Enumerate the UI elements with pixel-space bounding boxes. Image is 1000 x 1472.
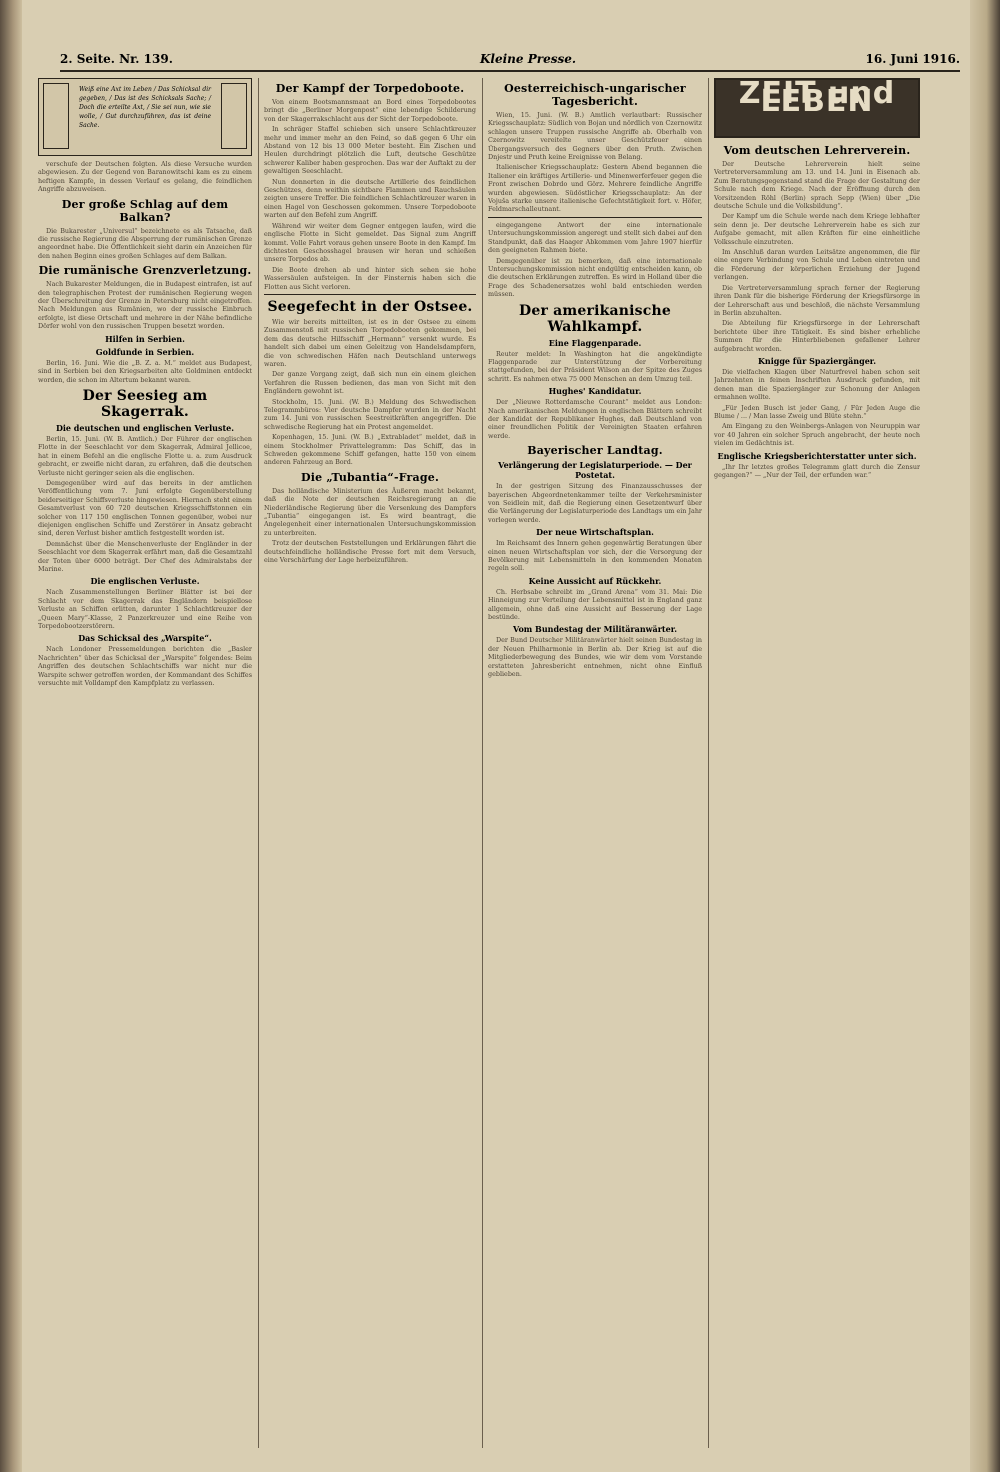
headline-wahlkampf: Der amerikanische Wahlkampf. [519, 302, 671, 335]
section-masthead-title: ZEIT und LEBEN [738, 78, 896, 120]
page-number: 2. Seite. Nr. 139. [60, 52, 173, 66]
page-header [60, 52, 960, 72]
body-text: Der Bund Deutscher Militäranwärter hielt seinen Bundestag in der Neuen Philharmonie in Berlin ab. Der Krieg ist auf die Mitgliederbewegung des Bundes, wie wir dem vom Vorstande erstatteten Jahresbericht entnehmen, nicht ohne Einfluß geblieben. [488, 636, 702, 679]
body-text: Wien, 15. Juni. (W. B.) Amtlich verlautbart: Russischer Kriegsschauplatz: Südlich von Bojan und nördlich von Czernowitz schlagen unsere Truppen russische Angriffe ab. Oberhalb von Czernowitz vereitelte unser Geschützfeuer einen Übergangsversuch des Gegners über den Pruth. Zwischen Dnjestr und Pruth keine Ereignisse von Belang. [488, 111, 702, 162]
body-text: eingegangene Antwort der eine internationale Untersuchungskommission angeregt und stellt sich dabei auf den Standpunkt, daß das Haager Abkommen vom Jahre 1907 hierfür den geeigneten Rahmen biete. [488, 220, 702, 255]
body-text: Im Anschluß daran wurden Leitsätze angenommen, die für eine engere Verbindung von Schule und Leben eintreten und die Förderung der körperlichen Erziehung der Jugend verlangen. [714, 248, 920, 282]
column-4 [714, 78, 920, 1448]
body-text: Die vielfachen Klagen über Naturfrevel haben schon seit Jahrzehnten in feinen Inschriften Ausdruck gefunden, mit denen man die Spaziergänger zur Schonung der Anlagen ermahnen wollte. [714, 367, 920, 402]
headline-englische-verluste: Die englischen Verluste. [90, 576, 200, 587]
body-text: In schräger Staffel schieben sich unsere Schlachtkreuzer mehr und immer mehr an den Feind, so daß gegen 6 Uhr ein Abstand von 12 bis 13 000 Meter besteht. Ein Zischen und Heulen durchdringt plötzlich die Luft, deutsche Geschütze schwerer Kaliber haben gesprochen. Das war der Auftakt zu der gewaltigen Seeschlacht. [264, 125, 476, 176]
headline-warspite: Das Schicksal des „Warspite“. [78, 633, 212, 644]
poem-box [38, 78, 252, 156]
body-text: Berlin, 15. Juni. (W. B. Amtlich.) Der Führer der englischen Flotte in der Seeschlacht vor dem Skagerrak, Admiral Jellicoe, hat in einem Befehl an die englische Flotte u. a. zum Ausdruck gebracht, er zweifle nicht daran, zu erfahren, daß die deutschen Verluste nicht geringer seien als die englischen. [38, 434, 252, 477]
column-rule [258, 78, 259, 1448]
page-edge [970, 0, 1000, 1472]
headline-hilfen: Hilfen in Serbien. [105, 333, 185, 344]
body-text: Wie wir bereits mitteilten, ist es in der Ostsee zu einem Zusammenstoß mit russischen Torpedobooten gekommen, bei dem das deutsche Hilfsschiff „Hermann“ versenkt wurde. Es handelt sich dabei um einen Geleitzug von Handelsdampfern, die von schwedischen Häfen nach Deutschland unterwegs waren. [264, 317, 476, 368]
newspaper-title: Kleine Presse. [480, 52, 577, 66]
subheadline-seesieg: Die deutschen und englischen Verluste. [55, 422, 235, 433]
body-text: Die Bukarester „Universul“ bezeichnete es als Tatsache, daß die russische Regierung die Absperrung der rumänischen Grenze angeordnet habe. Die Öffentlichkeit sieht darin ein Anzeichen für den nahen Beginn eines großen Schlages auf dem Balkan. [38, 226, 252, 260]
column-rule [708, 78, 709, 1448]
issue-date: 16. Juni 1916. [865, 52, 960, 66]
body-text: „Für Jeden Busch ist jeder Gang, / Für Jeden Auge die Blume / ... / Man lasse Zweig und Blüte stehn.“ [714, 403, 920, 420]
headline-balkan: Der große Schlag auf dem Balkan? [61, 197, 229, 224]
ornament-left [43, 83, 69, 149]
body-text: „Ihr Ihr letztes großes Telegramm glatt durch die Zensur gegangen?“ — „Nur der Teil, der erfunden war.“ [714, 462, 920, 479]
headline-wirtschaftsplan: Der neue Wirtschaftsplan. [536, 527, 654, 538]
ornament-right [221, 83, 247, 149]
headline-seesieg: Der Seesieg am Skagerrak. [82, 387, 208, 420]
body-text: Der Deutsche Lehrerverein hielt seine Vertreterversammlung am 13. und 14. Juni in Eisenach ab. Zum Beratungsgegenstand stand die Frage der Gestaltung der Schule nach dem Kriege. Nach der Eröffnung durch den Vorsitzenden Röhl (Berlin) sprach Sepp (Wien) über „Die deutsche Schule und die Volksbildung“. [714, 160, 920, 211]
body-text: In der gestrigen Sitzung des Finanzausschusses der bayerischen Abgeordnetenkammer teilte der Verkehrsminister von Seidlein mit, daß die Regierung einen Gesetzentwurf über die Verlängerung der Legislaturperiode des Landtags um ein Jahr vorlegen werde. [488, 482, 702, 524]
body-text: Die Boote drehen ab und hinter sich sehen sie hohe Wassersäulen aufsteigen. In der Finsternis haben sich die Flotten aus Sicht verloren. [264, 265, 476, 291]
book-spine [0, 0, 22, 1472]
subheadline-flaggenparade: Eine Flaggenparade. [548, 337, 642, 348]
body-text: Kopenhagen, 15. Juni. (W. B.) „Extrabladet“ meldet, daß in einem Stockholmer Privattelegramm: Das Schiff, das in Schweden gekommene Schiff gefangen, hatte 150 von einem anderen Fahrzeug an Bord. [264, 433, 476, 467]
headline-landtag: Bayerischer Landtag. [527, 444, 663, 458]
body-text: Stockholm, 15. Juni. (W. B.) Meldung des Schwedischen Telegrammbüros: Vier deutsche Dampfer wurden in der Nacht zum 14. Juni von russischen Seestreitkräften angegriffen. Die schwedische Regierung hat ein Protest angemeldet. [264, 397, 476, 431]
body-text: Ch. Herbsabe schreibt im „Grand Arena“ vom 31. Mai: Die Hinneigung zur Verteilung der Lebensmittel ist in England ganz allgemein, ohne daß eine Aussicht auf Besserung der Lage bestünde. [488, 587, 702, 622]
headline-kriegsberichterstatter: Englische Kriegsberichterstatter unter sich. [717, 450, 917, 461]
divider [264, 294, 476, 295]
body-text: Am Eingang zu den Weinbergs-Anlagen von Neuruppin war vor 40 Jahren ein solcher Spruch angebracht, der heute noch vielen im Gedächtnis ist. [714, 422, 920, 448]
headline-ostsee: Seegefecht in der Ostsee. [267, 298, 473, 315]
headline-bundestag: Vom Bundestag der Militäranwärter. [513, 624, 677, 635]
headline-grenzverletzung: Die rumänische Grenzverletzung. [38, 264, 252, 278]
body-text: Nach Zusammenstellungen Berliner Blätter ist bei der Schlacht vor dem Skagerrak das Engländern beispiellose Verluste an Schiffen erlitten, darunter 1 Schlachtkreuzer der „Queen Mary“-Klasse, 2 Panzerkreuzer und eine Reihe von Torpedobootzerstörern. [38, 588, 252, 631]
body-text: Die Vertreterversammlung sprach ferner der Regierung ihren Dank für die bisherige Förderung der Kriegsfürsorge in der Lehrerschaft aus und beschloß, die nächste Versammlung in Berlin abzuhalten. [714, 283, 920, 317]
body-text: Im Reichsamt des Innern gehen gegenwärtig Beratungen über einen neuen Wirtschaftsplan vor sich, der die Versorgung der Bevölkerung mit Lebensmitteln in den kommenden Monaten regeln soll. [488, 539, 702, 573]
headline-knigge: Knigge für Spaziergänger. [757, 355, 877, 366]
headline-hughes: Hughes' Kandidatur. [548, 386, 642, 397]
body-text: Berlin, 16. Juni. Wie die „B. Z. a. M.“ meldet aus Budapest, sind in Serbien bei den Kriegsarbeiten alte Goldminen entdeckt worden, die schon im Altertum bekannt waren. [38, 358, 252, 384]
body-text: Nach Bukarester Meldungen, die in Budapest eintrafen, ist auf den telegraphischen Protest der rumänischen Regierung wegen der Überschreitung der Grenze in Petersburg nicht eingetroffen. Nach Meldungen aus Rumänien, wo der russische Einbruch erfolgte, ist diese Ortschaft und mehrere in der Nähe befindliche Dörfer wohl von den russischen Truppen besetzt worden. [38, 280, 252, 331]
body-text: Nach Londoner Pressemeldungen berichten die „Basler Nachrichten“ über das Schicksal der „Warspite“ folgendes: Beim Angriffen des deutschen Schlachtschiffs war nicht nur die Warspite schwer getroffen worden, der Kommandant des Schiffes versuchte mit Volldampf den Kampfplatz zu verlassen. [38, 645, 252, 688]
subheadline-landtag: Verlängerung der Legislaturperiode. — Der Postetat. [498, 460, 692, 481]
body-text: Die Abteilung für Kriegsfürsorge in der Lehrerschaft berichtete über ihre Tätigkeit. Es sind bisher erhebliche Summen für die Hinterbliebenen gefallener Lehrer aufgebracht worden. [714, 319, 920, 353]
body-text: Von einem Bootsmannsmaat an Bord eines Torpedobootes bringt die „Berliner Morgenpost“ eine lebendige Schilderung von der Skagerrakschlacht aus der Sicht der Torpedoboote. [264, 98, 476, 123]
headline-keine-aussicht: Keine Aussicht auf Rückkehr. [528, 575, 662, 586]
body-text: Demnächst über die Menschenverluste der Engländer in der Seeschlacht vor dem Skagerrak erfährt man, daß die Gesamtzahl der Toten über 6000 beträgt. Der Chef des Admiralstabs der Marine. [38, 539, 252, 573]
section-masthead [714, 78, 920, 138]
body-text: Während wir weiter dem Gegner entgegen laufen, wird die englische Flotte in Sicht gemeldet. Das Signal zum Angriff kommt. Volle Fahrt voraus gehen unsere Boote in den Kampf. Im dichtesten Geschosshagel brausen wir heran und schießen unsere Torpedos ab. [264, 221, 476, 264]
headline-lehrerverein: Vom deutschen Lehrerverein. [723, 144, 911, 157]
body-text: Der Kampf um die Schule werde nach dem Kriege lebhafter sein denn je. Der deutsche Lehrerverein habe es sich zur Aufgabe gemacht, mit allen Kräften für eine einheitliche Volksschule einzutreten. [714, 212, 920, 246]
headline-goldfunde: Goldfunde in Serbien. [95, 346, 195, 357]
body-text: Demgegenüber ist zu bemerken, daß eine internationale Untersuchungskommission nicht endgültig entscheiden kann, ob die deutschen Erklärungen zutreffen. Es wird in Holland über die Frage des Schadenersatzes wohl bald entschieden werden müssen. [488, 256, 702, 299]
headline-tubantia: Die „Tubantia“-Frage. [301, 470, 439, 484]
column-rule [482, 78, 483, 1448]
body-text: Der „Nieuwe Rotterdamsche Courant“ meldet aus London: Nach amerikanischen Meldungen in englischen Blättern schreibt der Kandidat der Republikaner Hughes, daß Deutschland von einer freundlichen Politik der Vereinigten Staaten erfahren werde. [488, 398, 702, 440]
body-text: Trotz der deutschen Feststellungen und Erklärungen fährt die deutschfeindliche holländische Presse fort mit dem Versuch, eine Verschärfung der Lage herbeizuführen. [264, 539, 476, 565]
poem-text: Weiß eine Axt im Leben / Das Schicksal dir gegeben, / Das ist des Schicksals Sache; / Doch die erteilte Axt, / Sie sei nun, wie sie wolle, / Gut durchzuführen, das ist deine Sache. [79, 86, 211, 129]
headline-torpedoboote: Der Kampf der Torpedoboote. [275, 82, 465, 95]
body-text: Nun donnerten in die deutsche Artillerie des feindlichen Geschützes, denn weithin sichtbare Flammen und Rauchsäulen zeigten unsere Treffer. Die feindlichen Schlachtkreuzer waren in einen Hagel von Geschossen gekommen. Unsere Torpedoboote warten auf den Befehl zum Angriff. [264, 177, 476, 220]
body-text: Italienischer Kriegsschauplatz: Gestern Abend begannen die Italiener ein kräftiges Artillerie- und Minenwerferfeuer gegen die Front zwischen Dobrdo und Görz. Mehrere feindliche Angriffe wurden abgewiesen. Südöstlicher Kriegsschauplatz: An der Vojuša starke unsere italienische Gefechtstätigkeit fort. v. Höfer, Feldmarschalleutnant. [488, 163, 702, 214]
body-text: Der ganze Vorgang zeigt, daß sich nun ein einem gleichen Verfahren die Russen bedienen, das man von Sicht mit den Engländern gewohnt ist. [264, 370, 476, 396]
body-text: Reuter meldet: In Washington hat die angekündigte Flaggenparade zur Unterstützung der Vorbereitung stattgefunden, bei der Präsident Wilson an der Spitze des Zuges schritt. Es nahmen etwa 75 000 Menschen an dem Umzug teil. [488, 349, 702, 383]
column-1 [38, 78, 252, 1448]
body-text: Demgegenüber wird auf das bereits in der amtlichen Veröffentlichung vom 7. Juni erfolgte Gegenüberstellung beiderseitiger Schiffsverluste hingewiesen. Hiernach steht einem Gesamtverlust von 60 720 deutschen Kriegsschiffstonnen ein solcher von 117 150 englischen Tonnen gegenüber, wobei nur diejenigen englischen Schiffe und Zerstörer in Ansatz gebracht sind, deren Verlust bisher amtlich festgestellt worden ist. [38, 478, 252, 538]
body-text: Das holländische Ministerium des Äußeren macht bekannt, daß die Note der deutschen Reichsregierung an die Niederländische Regierung über die Versenkung des Dampfers „Tubantia“ eingegangen ist. Es wird beantragt, die Angelegenheit einer internationalen Untersuchungskommission zu unterbreiten. [264, 486, 476, 537]
column-2 [264, 78, 476, 1448]
divider [488, 217, 702, 218]
headline-tagesbericht: Oesterreichisch-ungarischer Tagesbericht. [504, 82, 686, 108]
column-3 [488, 78, 702, 1448]
body-text: verschufe der Deutschen folgten. Als diese Versuche wurden abgewiesen. Zu der Gegend von Baranowitschi kam es zu einem heftigen Kampfe, in dessen Verlauf es gelang, die feindlichen Angriffe abzuweisen. [38, 160, 252, 194]
